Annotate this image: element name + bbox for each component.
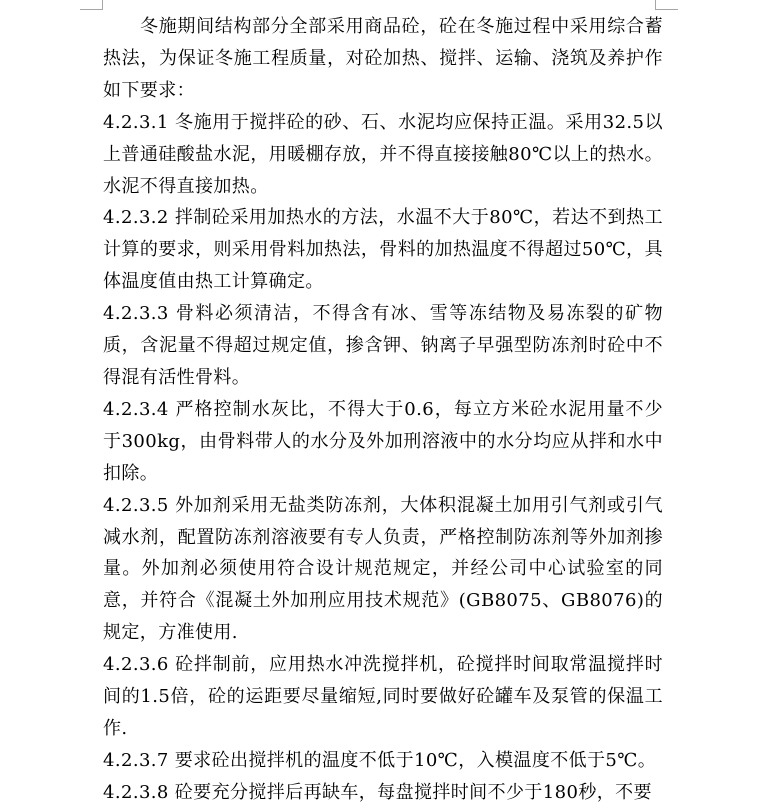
section-4-2-3-4 [103, 394, 663, 490]
section-number: 4.2.3.8 [103, 781, 169, 803]
section-text: 要求砼出搅拌机的温度不低于10℃，入模温度不低于5℃。 [174, 749, 657, 771]
intro-paragraph: 冬施期间结构部分全部采用商品砼，砼在冬施过程中采用综合蓄热法，为保证冬施工程质量，对砼加热、搅拌、运输、浇筑及养护作如下要求： [103, 16, 663, 101]
page-corner-mark-left [80, 0, 103, 10]
section-4-2-3-5 [103, 490, 663, 650]
section-4-2-3-2 [103, 202, 663, 298]
section-4-2-3-1 [103, 107, 663, 203]
section-4-2-3-6 [103, 649, 663, 745]
section-text: 冬施用于搅拌砼的砂、石、水泥均应保持正温。采用32.5以上普通硅酸盐水泥，用暖棚存放，并不得直接接触80℃以上的热水。水泥不得直接加热。 [103, 111, 663, 197]
section-number: 4.2.3.2 [103, 207, 169, 229]
page-corner-mark-right [655, 0, 678, 10]
section-text: 严格控制水灰比，不得大于0.6，每立方米砼水泥用量不少于300kg，由骨料带人的水分及外加刑溶液中的水分均应从拌和水中扣除。 [103, 398, 663, 484]
document-body [103, 11, 663, 809]
section-text: 骨料必须清洁，不得含有冰、雪等冻结物及易冻裂的矿物质，含泥量不得超过规定值，掺含钾、钠离子早强型防冻剂时砼中不得混有活性骨料。 [103, 303, 663, 388]
section-number: 4.2.3.7 [103, 749, 169, 771]
section-number: 4.2.3.4 [103, 398, 169, 420]
section-4-2-3-8 [103, 777, 663, 809]
section-text: 砼拌制前，应用热水冲洗搅拌机，砼搅拌时间取常温搅拌时间的1.5倍，砼的运距要尽量缩短,同时要做好砼罐车及泵管的保温工作. [103, 654, 663, 739]
section-4-2-3-3 [103, 298, 663, 394]
section-4-2-3-7 [103, 745, 663, 777]
section-text: 外加剂采用无盐类防冻剂，大体积混凝土加用引气剂或引气减水剂，配置防冻剂溶液要有专人负责，严格控制防冻剂等外加剂掺量。外加剂必须使用符合设计规范规定，并经公司中心试验室的同意，并符合《混凝土外加刑应用技术规范》(GB8075、GB8076)的规定，方准使用. [103, 494, 663, 644]
section-text: 砼要充分搅拌后再缺车，每盘搅拌时间不少于180秒，不要 [174, 781, 652, 803]
section-number: 4.2.3.5 [103, 494, 169, 516]
section-number: 4.2.3.6 [103, 654, 169, 676]
section-number: 4.2.3.1 [103, 111, 169, 133]
section-text: 拌制砼采用加热水的方法，水温不大于80℃，若达不到热工计算的要求，则采用骨料加热法，骨料的加热温度不得超过50℃，具体温度值由热工计算确定。 [103, 207, 663, 293]
section-number: 4.2.3.3 [103, 303, 169, 325]
